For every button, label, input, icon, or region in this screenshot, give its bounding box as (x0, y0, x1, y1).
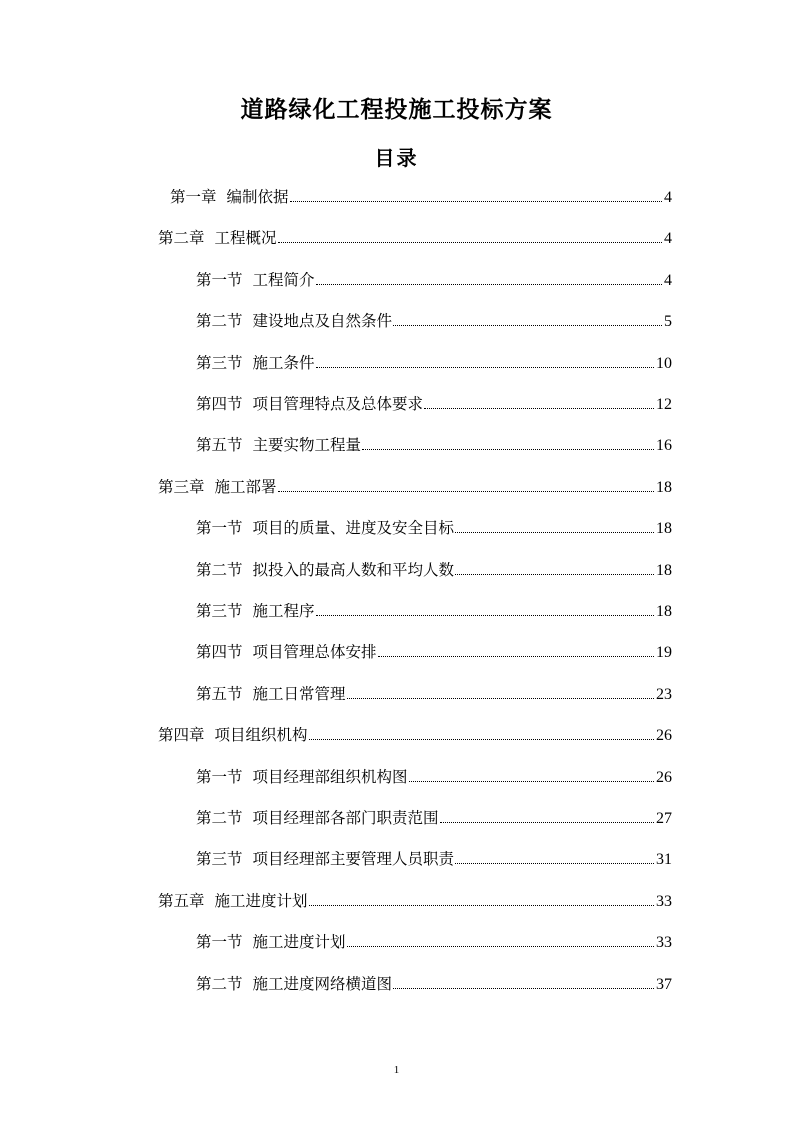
toc-entry-label: 第三章 (158, 478, 205, 496)
toc-entry-page: 37 (656, 976, 672, 993)
dot-leader (316, 614, 654, 616)
footer-page-number: 1 (393, 1064, 400, 1076)
toc-entry-title: 拟投入的最高人数和平均人数 (252, 561, 455, 579)
toc-entry-title: 施工程序 (252, 602, 315, 620)
toc-chapter-entry[interactable] (158, 227, 672, 249)
toc-entry-title: 编制依据 (226, 188, 289, 206)
toc-entry-page: 12 (656, 396, 672, 413)
toc-entry-title: 主要实物工程量 (252, 436, 362, 454)
toc-entry-page: 10 (656, 355, 672, 372)
dot-leader (309, 738, 654, 740)
dot-leader (347, 945, 654, 947)
dot-leader (393, 987, 654, 989)
dot-leader (290, 200, 662, 202)
toc-entry-label: 第一节 (196, 271, 243, 289)
toc-entry-title: 施工进度网络横道图 (252, 975, 393, 993)
dot-leader (278, 241, 662, 243)
toc-entry-label: 第一章 (170, 188, 217, 206)
toc-entry-title: 项目组织机构 (214, 726, 308, 744)
toc-entry-page: 31 (656, 851, 672, 868)
toc-entry-title: 工程概况 (214, 229, 277, 247)
toc-entry-page: 5 (664, 313, 672, 330)
toc-section-entry[interactable] (196, 310, 672, 332)
toc-entry-title: 建设地点及自然条件 (252, 312, 393, 330)
toc-chapter-entry[interactable] (158, 476, 672, 498)
toc-entry-label: 第五章 (158, 892, 205, 910)
toc-section-entry[interactable] (196, 352, 672, 374)
toc-entry-label: 第二节 (196, 561, 243, 579)
toc-entry-page: 18 (656, 562, 672, 579)
toc-section-entry[interactable] (196, 517, 672, 539)
document-title: 道路绿化工程投施工投标方案 (240, 97, 553, 123)
toc-entry-page: 19 (656, 644, 672, 661)
toc-entry-title: 项目管理特点及总体要求 (252, 395, 424, 413)
dot-leader (362, 448, 654, 450)
dot-leader (278, 490, 654, 492)
toc-entry-label: 第五节 (196, 685, 243, 703)
toc-section-entry[interactable] (196, 434, 672, 456)
dot-leader (347, 697, 654, 699)
toc-heading: 目录 (374, 146, 419, 170)
toc-section-entry[interactable] (196, 807, 672, 829)
dot-leader (378, 655, 654, 657)
dot-leader (424, 407, 654, 409)
toc-entry-page: 16 (656, 437, 672, 454)
dot-leader (455, 573, 654, 575)
toc-section-entry[interactable] (196, 973, 672, 995)
toc-entry-page: 4 (664, 189, 672, 206)
toc-entry-page: 26 (656, 769, 672, 786)
toc-entry-page: 18 (656, 520, 672, 537)
toc-entry-page: 18 (656, 479, 672, 496)
toc-entry-page: 18 (656, 603, 672, 620)
toc-entry-label: 第一节 (196, 768, 243, 786)
toc-entry-page: 27 (656, 810, 672, 827)
toc-entry-title: 施工进度计划 (214, 892, 308, 910)
dot-leader (316, 366, 654, 368)
toc-entry-label: 第五节 (196, 436, 243, 454)
toc-entry-page: 4 (664, 230, 672, 247)
toc-entry-title: 项目经理部主要管理人员职责 (252, 850, 455, 868)
toc-section-entry[interactable] (196, 683, 672, 705)
toc-entry-label: 第二节 (196, 809, 243, 827)
toc-section-entry[interactable] (196, 393, 672, 415)
toc-entry-title: 工程简介 (252, 271, 315, 289)
toc-entry-label: 第二节 (196, 975, 243, 993)
toc-entry-page: 26 (656, 727, 672, 744)
toc-entry-label: 第四节 (196, 643, 243, 661)
toc-section-entry[interactable] (196, 931, 672, 953)
toc-entry-label: 第一节 (196, 519, 243, 537)
toc-entry-title: 项目经理部组织机构图 (252, 768, 408, 786)
dot-leader (440, 821, 654, 823)
toc-entry-page: 33 (656, 934, 672, 951)
toc-section-entry[interactable] (196, 600, 672, 622)
toc-section-entry[interactable] (196, 641, 672, 663)
toc-entry-title: 施工条件 (252, 354, 315, 372)
toc-section-entry[interactable] (196, 559, 672, 581)
toc-section-entry[interactable] (196, 848, 672, 870)
dot-leader (409, 780, 654, 782)
toc-chapter-entry[interactable] (158, 724, 672, 746)
toc-entry-label: 第四节 (196, 395, 243, 413)
toc-entry-label: 第二章 (158, 229, 205, 247)
toc-entry-label: 第一节 (196, 933, 243, 951)
toc-entry-page: 33 (656, 893, 672, 910)
toc-entry-label: 第三节 (196, 850, 243, 868)
dot-leader (316, 283, 662, 285)
toc-entry-label: 第二节 (196, 312, 243, 330)
toc-entry-page: 4 (664, 272, 672, 289)
dot-leader (393, 324, 662, 326)
toc-entry-title: 施工日常管理 (252, 685, 346, 703)
dot-leader (309, 904, 654, 906)
toc-section-entry[interactable] (196, 269, 672, 291)
toc-entry-label: 第三节 (196, 354, 243, 372)
toc-chapter-entry[interactable] (170, 186, 672, 208)
toc-entry-page: 23 (656, 686, 672, 703)
toc-entry-title: 项目经理部各部门职责范围 (252, 809, 439, 827)
toc-entry-title: 施工部署 (214, 478, 277, 496)
toc-entry-title: 项目的质量、进度及安全目标 (252, 519, 455, 537)
toc-entry-label: 第三节 (196, 602, 243, 620)
toc-chapter-entry[interactable] (158, 890, 672, 912)
toc-entry-title: 施工进度计划 (252, 933, 346, 951)
toc-entry-label: 第四章 (158, 726, 205, 744)
toc-entry-title: 项目管理总体安排 (252, 643, 377, 661)
dot-leader (455, 531, 654, 533)
dot-leader (455, 862, 654, 864)
toc-section-entry[interactable] (196, 766, 672, 788)
